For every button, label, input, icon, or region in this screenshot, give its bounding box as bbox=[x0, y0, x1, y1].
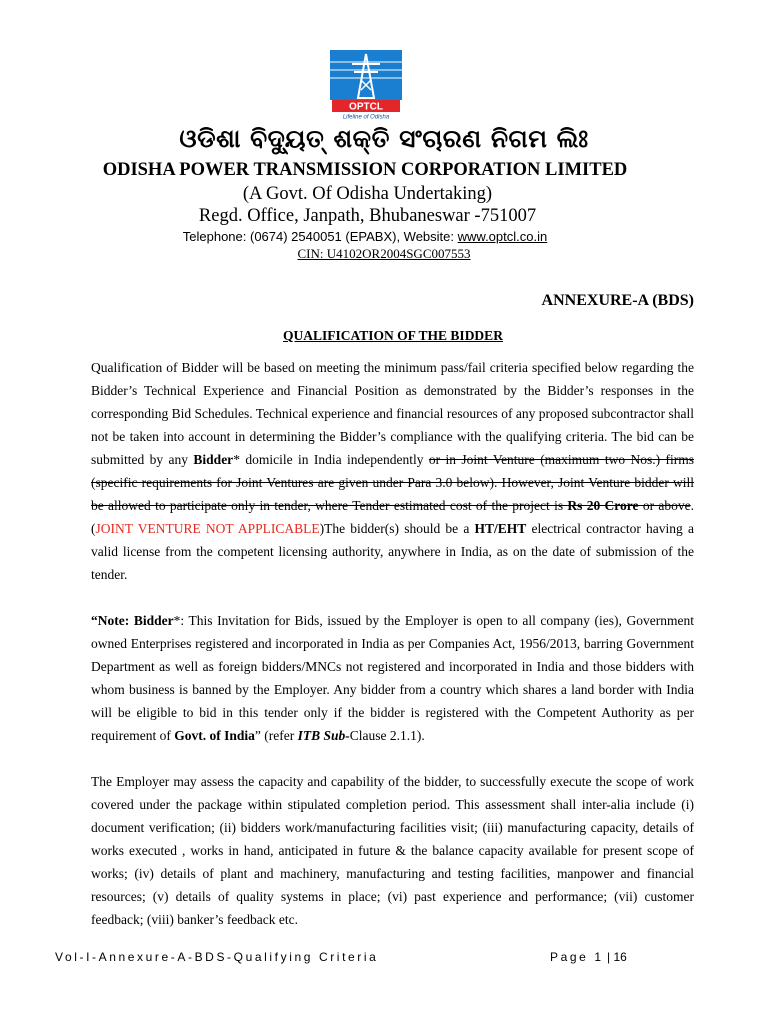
bidder-term: Bidder bbox=[193, 452, 234, 467]
annexure-title: ANNEXURE-A (BDS) bbox=[541, 292, 694, 309]
paragraph-note: “Note: Bidder*: This Invitation for Bids, issued by the Employer is open to all company (ies), Government owned Enterprises registered and incorporated in India as per Companies Act, 1956/2013, barring Government Department as well as foreign bidders/MNCs not registered and incorporated in India and those bidders with whom business is banned by the Employer. Any bidder from a country which shares a land border with India will be eligible to bid in this tender only if the bidder is registered with the Competent Authority as per requirement of Govt. of India” (refer ITB Sub-Clause 2.1.1). bbox=[91, 613, 694, 743]
footer-page-number: Page 1 | 16 bbox=[550, 950, 627, 964]
govt-of-india-term: Govt. of India bbox=[174, 728, 255, 743]
registered-office: Regd. Office, Janpath, Bhubaneswar -751007 bbox=[198, 206, 537, 226]
paragraph-assessment: The Employer may assess the capacity and capability of the bidder, to successfully execute the scope of work covered under the package within stipulated completion period. This assessment shall inter-alia include (i) document verification; (ii) bidders work/manufacturing facilities visit; (iii) manufacturing capacity, details of works executed , works in hand, anticipated in future & the balance capacity available for present scope of works; (iv) details of plant and machinery, manufacturing and testing facilities, manpower and financial resources; (v) details of quality systems in place; (vi) past experience and performance; (vii) customer feedback; (viii) banker’s feedback etc. bbox=[91, 774, 694, 927]
logo-text: OPTCL bbox=[349, 101, 383, 113]
telephone-line bbox=[0, 229, 730, 244]
joint-venture-not-applicable: JOINT VENTURE NOT APPLICABLE bbox=[95, 521, 320, 536]
itb-sub-term: ITB Sub- bbox=[297, 728, 350, 743]
ht-eht-term: HT/EHT bbox=[474, 521, 527, 536]
logo-tagline: Lifeline of Odisha bbox=[342, 114, 390, 120]
govt-undertaking: (A Govt. Of Odisha Undertaking) bbox=[242, 184, 493, 204]
paragraph-qualification: Qualification of Bidder will be based on meeting the minimum pass/fail criteria specified below regarding the Bidder’s Technical Experience and Financial Position as demonstrated by the Bidder’s responses in the corresponding Bid Schedules. Technical experience and financial resources of any proposed subcontractor shall not be taken into account in determining the Bidder’s compliance with the qualifying criteria. The bid can be submitted by any Bidder* domicile in India independently or in Joint Venture (maximum two Nos.) firms (specific requirements for Joint Ventures are given under Para 3.0 below). However, Joint Venture bidder will be allowed to participate only in tender, where Tender estimated cost of the project is Rs 20 Crore or above. (JOINT VENTURE NOT APPLICABLE)The bidder(s) should be a HT/EHT electrical contractor having a valid license from the competent licensing authority, anywhere in India, as on the date of submission of the tender. bbox=[91, 360, 695, 582]
website-link[interactable]: www.optcl.co.in bbox=[457, 229, 548, 244]
note-label: “Note: Bidder bbox=[91, 613, 174, 628]
telephone-text: Telephone: (0674) 2540051 (EPABX), Website: bbox=[182, 229, 458, 244]
company-name-odia: ଓଡିଶା ବିଦ୍ୟୁତ୍ ଶକ୍ତି ସଂଚାରଣ ନିଗମ ଲିଃ bbox=[179, 124, 589, 153]
footer-document-name: Vol-I-Annexure-A-BDS-Qualifying Criteria bbox=[55, 950, 379, 964]
section-title: QUALIFICATION OF THE BIDDER bbox=[283, 328, 503, 343]
optcl-logo bbox=[330, 50, 402, 120]
company-name: ODISHA POWER TRANSMISSION CORPORATION LIMITED bbox=[102, 160, 628, 180]
cin-number: CIN: U4102OR2004SGC007553 bbox=[297, 246, 471, 261]
struck-joint-venture-text: or in Joint Venture (maximum two Nos.) firms (specific requirements for Joint Ventures are given under Para 3.0 below). However, Joint Venture bidder will be allowed to participate only in tender, where Tender estimated cost of the project is Rs 20 Crore or above bbox=[91, 452, 694, 513]
